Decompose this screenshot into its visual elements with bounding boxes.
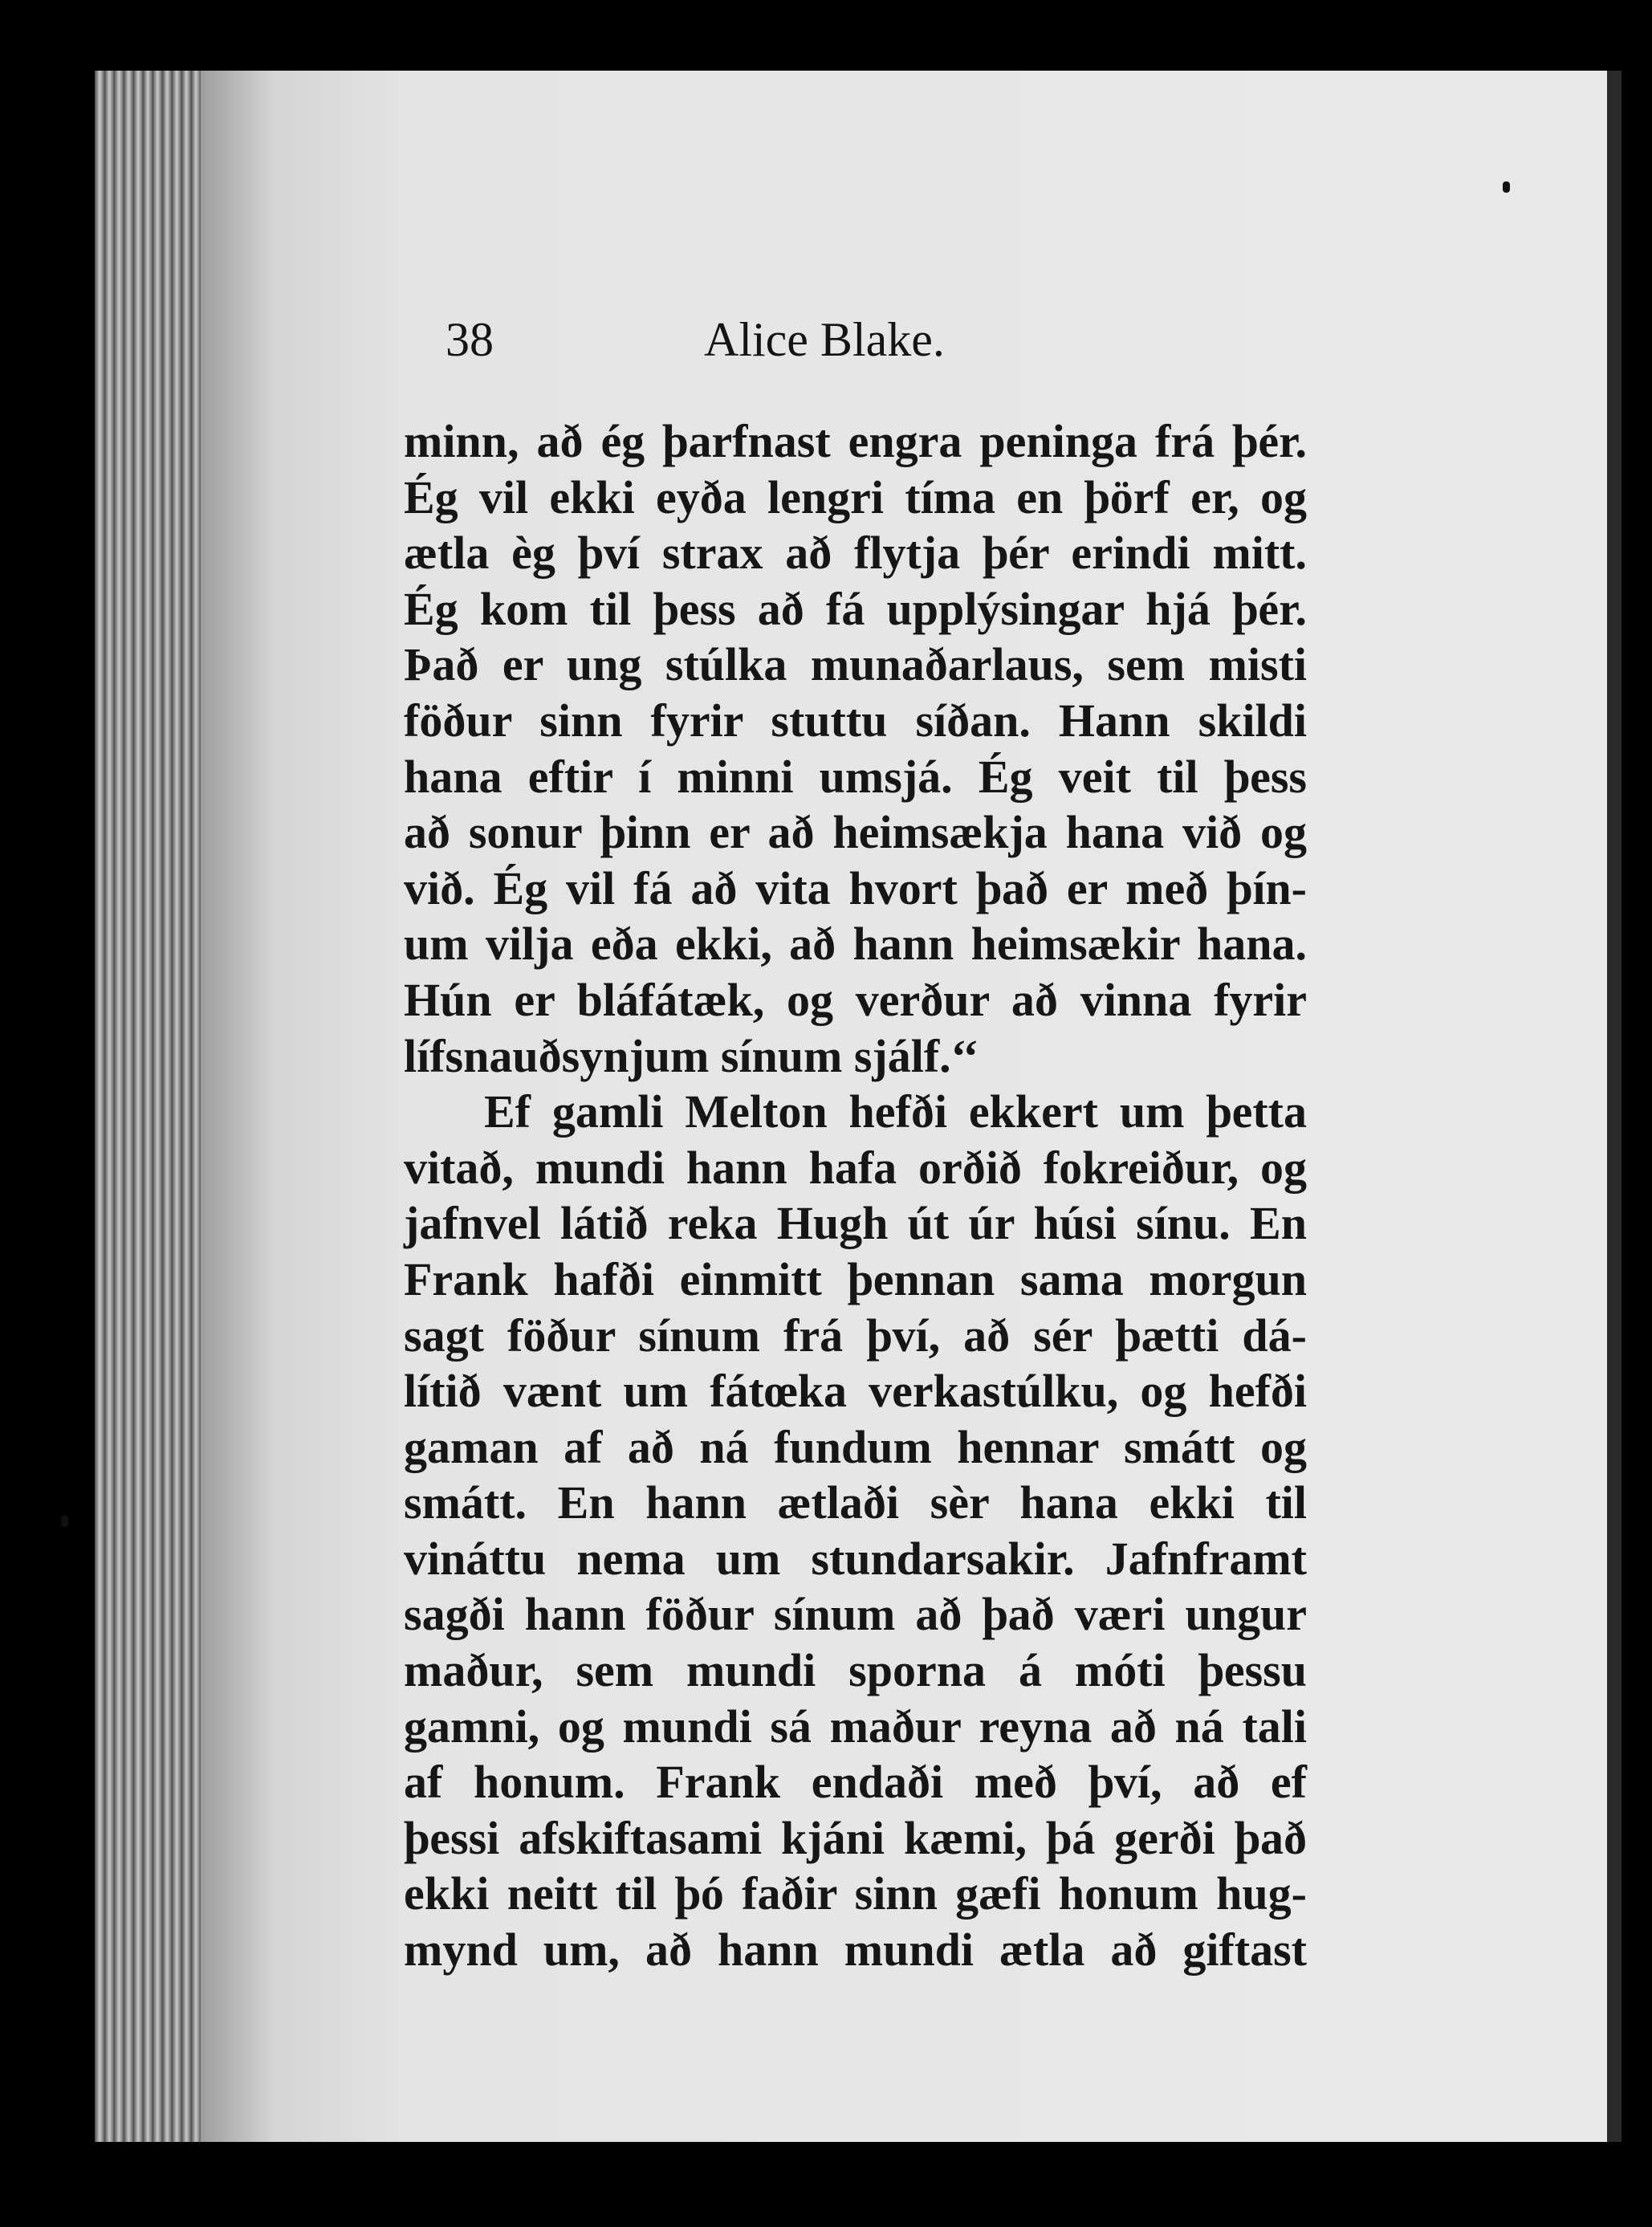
text-line: ætla èg því strax að flytja þér erindi mitt. [404,527,1307,580]
text-line: gaman af að ná fundum hennar smátt og [404,1420,1307,1473]
text-line: um vilja eða ekki, að hann heimsækir hana. [404,918,1307,971]
page-number: 38 [446,313,494,366]
text-line: Ef gamli Melton hefði ekkert um þetta [484,1085,1307,1138]
text-line: föður sinn fyrir stuttu síðan. Hann skildi [404,694,1307,747]
text-line: af honum. Frank endaði með því, að ef [404,1756,1307,1809]
text-line: jafnvel látið reka Hugh út úr húsi sínu. En [404,1197,1307,1250]
text-line: gamni, og mundi sá maður reyna að ná tali [404,1700,1307,1753]
text-line: ekki neitt til þó faðir sinn gæfi honum hug- [404,1867,1307,1920]
ink-speck [1503,181,1510,193]
text-line: Ég vil ekki eyða lengri tíma en þörf er, og [404,470,1307,523]
text-line: lítið vænt um fátœka verkastúlku, og hefði [404,1365,1307,1418]
text-line: maður, sem mundi sporna á móti þessu [404,1644,1307,1697]
paragraph-1 [404,413,1307,1084]
text-line: mynd um, að hann mundi ætla að giftast [404,1924,1307,1977]
ink-speck [61,1516,68,1527]
text-line: sagði hann föður sínum að það væri ungur [404,1588,1307,1641]
text-line: vináttu nema um stundarsakir. Jafnframt [404,1532,1307,1585]
page-shadow-edge [1607,71,1621,2142]
text-line: við. Ég vil fá að vita hvort það er með þín- [404,861,1307,914]
text-line: smátt. En hann ætlaði sèr hana ekki til [404,1476,1307,1529]
text-line: þessi afskiftasami kjáni kæmi, þá gerði það [404,1811,1307,1864]
paragraph-2 [404,1084,1307,1978]
text-line: lífsnauðsynjum sínum sjálf.‘‘ [404,1029,979,1082]
running-header [446,307,1248,372]
text-line: Hún er bláfátæk, og verður að vinna fyrir [404,973,1307,1026]
body-text [404,413,1307,1978]
text-line: að sonur þinn er að heimsækja hana við og [404,806,1307,859]
text-line: Ég kom til þess að fá upplýsingar hjá þér. [404,582,1307,635]
text-line: sagt föður sínum frá því, að sér þætti dá- [404,1309,1307,1362]
text-line: Það er ung stúlka munaðarlaus, sem misti [404,638,1307,691]
running-title: Alice Blake. [704,313,945,366]
text-line: Frank hafði einmitt þennan sama morgun [404,1252,1307,1305]
text-line: hana eftir í minni umsjá. Ég veit til þess [404,750,1307,803]
text-line: minn, að ég þarfnast engra peninga frá þér. [404,415,1307,467]
text-line: vitað, mundi hann hafa orðið fokreiður, og [404,1141,1307,1194]
